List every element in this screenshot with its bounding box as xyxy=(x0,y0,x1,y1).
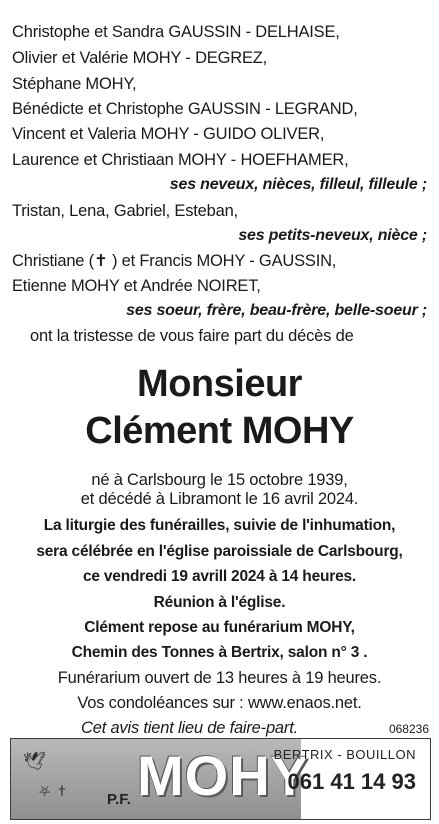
liturgy-line: La liturgie des funérailles, suivie de l'inhumation, xyxy=(43,517,396,534)
opening-hours: Funérarium ouvert de 13 heures à 19 heures. xyxy=(57,669,382,687)
deceased-name: Clément MOHY xyxy=(85,410,354,452)
family-line: Christophe et Sandra GAUSSIN - DELHAISE, xyxy=(12,23,340,41)
town-label: BERTRIX - BOUILLON xyxy=(273,747,416,762)
family-line: Bénédicte et Christophe GAUSSIN - LEGRAND, xyxy=(12,100,358,118)
family-line: Stéphane MOHY, xyxy=(12,75,137,93)
relation-label: ses petits-neveux, nièce ; xyxy=(238,227,427,244)
family-line: Olivier et Valérie MOHY - DEGREZ, xyxy=(12,49,268,67)
liturgy-line: sera célébrée en l'église paroissiale de Carlsbourg, xyxy=(36,543,403,560)
family-line: Laurence et Christiaan MOHY - HOEFHAMER, xyxy=(12,151,349,169)
announcement-text: ont la tristesse de vous faire part du décès de xyxy=(30,327,354,345)
candles-icon: ⛧ ✝ xyxy=(39,783,68,799)
funeral-home-line: Chemin des Tonnes à Bertrix, salon n° 3 . xyxy=(71,644,368,661)
phone-number: 061 41 14 93 xyxy=(287,769,416,794)
pf-label: P.F. xyxy=(107,791,131,808)
condolences-text: Vos condoléances sur : www.enaos.net. xyxy=(77,694,362,712)
family-line: Christiane (✝ ) et Francis MOHY - GAUSSIN, xyxy=(12,252,337,270)
deceased-title: Monsieur xyxy=(137,363,302,405)
funeral-director-banner xyxy=(10,738,431,820)
family-line: Vincent et Valeria MOHY - GUIDO OLIVER, xyxy=(12,125,325,143)
liturgy-line: ce vendredi 19 avrill 2024 à 14 heures. xyxy=(82,568,357,585)
family-line: Tristan, Lena, Gabriel, Esteban, xyxy=(12,202,238,220)
dove-icon: 🕊 xyxy=(23,751,46,771)
family-line: Etienne MOHY et Andrée NOIRET, xyxy=(12,277,261,295)
meeting-info: Réunion à l'église. xyxy=(153,594,286,611)
logo-panel xyxy=(11,739,309,819)
funeral-home-line: Clément repose au funérarium MOHY, xyxy=(84,619,355,636)
birth-info: né à Carlsbourg le 15 octobre 1939, xyxy=(91,471,348,489)
brand-logo: MOHY xyxy=(137,744,309,807)
relation-label: ses neveux, nièces, filleul, filleule ; xyxy=(169,176,427,193)
reference-number: 068236 xyxy=(388,722,429,736)
relation-label: ses soeur, frère, beau-frère, belle-soeur ; xyxy=(126,302,427,319)
faire-part-note: Cet avis tient lieu de faire-part. xyxy=(81,719,298,737)
death-info: et décédé à Libramont le 16 avril 2024. xyxy=(80,490,359,508)
